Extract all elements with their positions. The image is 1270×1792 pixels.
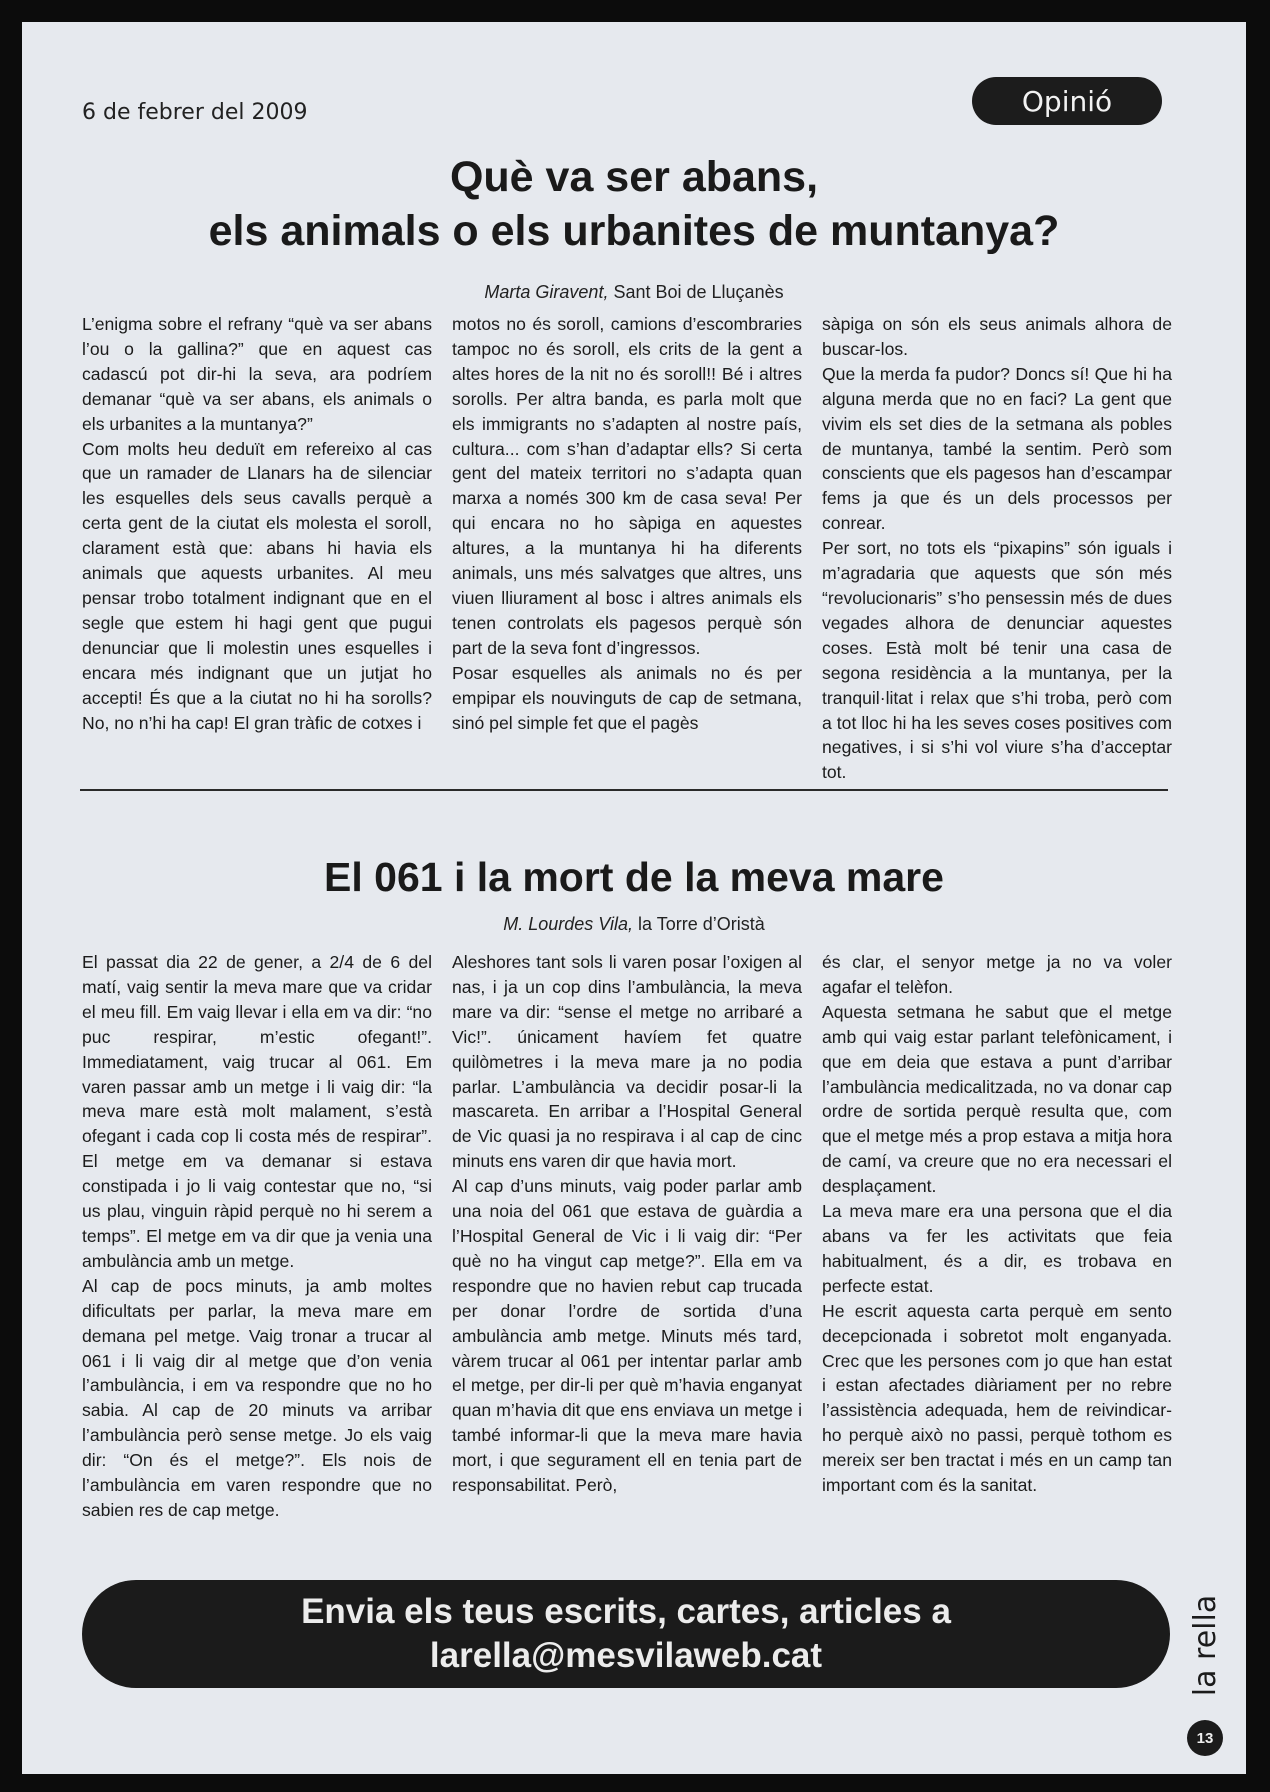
- logo-text: la rella: [1188, 1594, 1224, 1696]
- paragraph: Per sort, no tots els “pixapins” són iguals i m’agradaria que aquests que són més “revolucionaris” s’ho pensessin més de dues vegades alhora de denunciar aquestes coses. Està molt bé tenir una casa de segona residència a la muntanya, per la tranquil·litat i relax que s’hi troba, però com a tot lloc hi ha les seves coses positives com negatives, i si s’hi vol viure s’ha d’acceptar tot.: [822, 538, 1172, 783]
- article2-author: M. Lourdes Vila,: [503, 914, 633, 934]
- paragraph: Com molts heu deduït em refereixo al cas que un ramader de Llanars ha de silenciar les esquelles dels seus cavalls perquè a certa gent de la ciutat els molesta el soroll, clarament està que: abans hi havia els animals que aquests urbanites. Al meu pensar trobo totalment indignant que en el segle que estem hi hagi gent que pugui denunciar que li molestin unes esquelles i encara més indignant que un jutjat ho accepti! És que a la ciutat no hi ha sorolls? No, no n’hi ha cap! El gran tràfic de cotxes i: [82, 438, 432, 733]
- paragraph: Aleshores tant sols li varen posar l’oxigen al nas, i ja un cop dins l’ambulància, la meva mare va dir: “sense el metge no arribaré a Vic!”. únicament havíem fet quatre quilòmetres i la meva mare ja no podia parlar. L’ambulància va decidir posar-li la mascareta. En arribar a l’Hospital General de Vic quasi ja no respirava i al cap de cinc minuts ens varen dir que havia mort.: [452, 952, 802, 1172]
- article2-byline: [22, 914, 1246, 935]
- article1-column-2: [452, 312, 802, 785]
- paragraph: sàpiga on són els seus animals alhora de buscar-los.: [822, 314, 1172, 359]
- paragraph: Que la merda fa pudor? Doncs sí! Que hi ha alguna merda que no en faci? La gent que vivim els set dies de la setmana als pobles de muntanya, també la sentim. Però som conscients que els pagesos han d’escampar fems ja que és un dels processos per conrear.: [822, 363, 1172, 534]
- article2-column-1: [82, 950, 432, 1523]
- article1-author: Marta Giravent,: [484, 282, 609, 302]
- issue-date: 6 de febrer del 2009: [82, 100, 308, 125]
- contact-email: larella@mesvilaweb.cat: [429, 1636, 823, 1675]
- paragraph: Al cap de pocs minuts, ja amb moltes dificultats per parlar, la meva mare em demana pel metge. Vaig tronar a trucar al 061 i li vaig dir al metge que d’on venia l’ambulància, i em va respondre que no ho sabia. Al cap de 20 minuts va arribar l’ambulància però sense metge. Jo els vaig dir: “On és el metge?”. Els nois de l’ambulància em varen respondre que no sabien res de cap metge.: [82, 1275, 432, 1520]
- article2-body: [82, 950, 1172, 1523]
- paragraph: He escrit aquesta carta perquè em sento decepcionada i sobretot molt enganyada. Crec que les persones com jo que han estat i estan afectades diàriament per no rebre l’assistència adequada, hem de reivindicar-ho perquè això no passi, perquè tothom es mereix ser ben tractat i més en un camp tan important com és la sanitat.: [822, 1300, 1172, 1496]
- article1-byline: [22, 282, 1246, 303]
- banner-text: Envia els teus escrits, cartes, articles a: [301, 1592, 951, 1631]
- paragraph: Aquesta setmana he sabut que el metge amb qui vaig estar parlant telefònicament, i que em deia que estava a punt d’arribar l’ambulància medicalitzada, no va donar cap ordre de sortida perquè resulta que, com que el metge més a prop estava a mitja hora de camí, va creure que no era necessari el desplaçament.: [822, 1001, 1172, 1197]
- publication-logo: [1185, 1560, 1227, 1730]
- article2-place: la Torre d’Oristà: [638, 914, 765, 934]
- page-number: 13: [1187, 1720, 1223, 1756]
- paragraph: Al cap d’uns minuts, vaig poder parlar amb una noia del 061 que estava de guàrdia a l’Hospital General de Vic i li vaig dir: “Per què no ha vingut cap metge?”. Ella em va respondre que no havien rebut cap trucada per donar l’ordre de sortida d’una ambulància amb metge. Minuts més tard, vàrem trucar al 061 per intentar parlar amb el metge, per dir-li per què m’havia enganyat quan m’havia dit que ens enviava un metge i també informar-li que la meva mare havia mort, i que segurament ell en tenia part de responsabilitat. Però,: [452, 1176, 802, 1496]
- article1-column-1: [82, 312, 432, 785]
- article1-title-line2: els animals o els urbanites de muntanya?: [208, 207, 1060, 255]
- paragraph: L’enigma sobre el refrany “què va ser abans l’ou o la gallina?” que en aquest cas cadascú pot dir-hi la seva, ara podríem demanar “què va ser abans, els animals o els urbanites a la muntanya?”: [82, 314, 432, 434]
- section-badge: Opinió: [972, 77, 1162, 125]
- article1-title: [22, 150, 1246, 258]
- article2-column-2: [452, 950, 802, 1523]
- paragraph: és clar, el senyor metge ja no va voler agafar el telèfon.: [822, 952, 1172, 997]
- article1-place: Sant Boi de Lluçanès: [613, 282, 784, 302]
- article2-column-3: [822, 950, 1172, 1523]
- newspaper-page: [22, 22, 1246, 1774]
- article2-title: El 061 i la mort de la meva mare: [324, 854, 944, 900]
- article1-body: [82, 312, 1172, 785]
- paragraph: El passat dia 22 de gener, a 2/4 de 6 del matí, vaig sentir la meva mare que va cridar el meu fill. Em vaig llevar i ella em va dir: “no puc respirar, m’estic ofegant!”. Immediatament, vaig trucar al 061. Em varen passar amb un metge i li vaig dir: “la meva mare està molt malament, s’està ofegant i cada cop li costa més de respirar”. El metge em va demanar si estava constipada i jo li vaig contestar que no, “si us plau, vinguin ràpid perquè no hi serem a temps”. El metge em va dir que ja venia una ambulància amb un metge.: [82, 952, 432, 1271]
- paragraph: motos no és soroll, camions d’escombraries tampoc no és soroll, els crits de la gent a altes hores de la nit no és soroll!! Bé i altres sorolls. Per altra banda, es parla molt que els immigrants no s’adapten al nostre país, cultura... com s’han d’adaptar ells? Si certa gent del mateix territori no s’adapta quan marxa a només 300 km de casa seva! Per qui encara no ho sàpiga en aquestes altures, a la muntanya hi ha diferents animals, uns més salvatges que altres, uns viuen lliurament al bosc i altres animals els tenen controlats els pagesos perquè són part de la seva font d’ingressos.: [452, 314, 802, 658]
- article1-title-line1: Què va ser abans,: [449, 153, 819, 201]
- article1-column-3: [822, 312, 1172, 785]
- submission-banner: [82, 1580, 1170, 1688]
- paragraph: Posar esquelles als animals no és per empipar els nouvinguts de cap de setmana, sinó pel simple fet que el pagès: [452, 662, 802, 733]
- section-divider: [80, 789, 1168, 791]
- paragraph: La meva mare era una persona que el dia abans va fer les activitats que feia habitualment, és a dir, es trobava en perfecte estat.: [822, 1201, 1172, 1296]
